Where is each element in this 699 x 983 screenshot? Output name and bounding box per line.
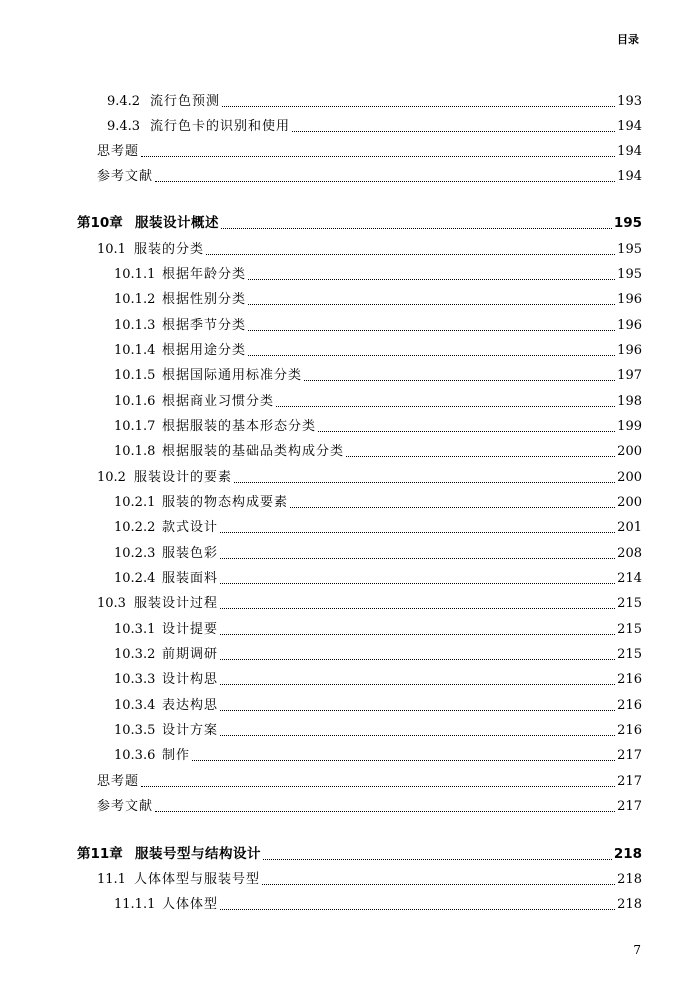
toc-entry-page: 200 — [617, 444, 642, 459]
toc-entry-number: 10.3.3 — [114, 672, 156, 687]
toc-entry-page: 208 — [617, 546, 642, 561]
toc-entry-page: 195 — [617, 242, 642, 257]
toc-entry-page: 199 — [617, 419, 642, 434]
toc-entry-title: 根据年龄分类 — [162, 267, 247, 282]
toc-entry[interactable] — [77, 211, 642, 236]
dot-leader — [248, 278, 615, 280]
toc-entry-number: 10.3.5 — [114, 723, 156, 738]
toc-entry-number: 10.3.1 — [114, 622, 156, 637]
toc-entry[interactable] — [107, 89, 642, 114]
toc-entry-page: 198 — [617, 394, 642, 409]
toc-entry-title: 根据服装的基本形态分类 — [162, 419, 317, 434]
toc-entry[interactable] — [97, 794, 642, 819]
toc-entry-title: 思考题 — [97, 774, 140, 789]
dot-leader — [220, 531, 615, 533]
dot-leader — [155, 180, 615, 182]
toc-entry-title: 表达构思 — [162, 698, 219, 713]
toc-entry-number: 10.1.8 — [114, 444, 156, 459]
toc-entry-page: 196 — [617, 292, 642, 307]
dot-leader — [141, 785, 615, 787]
toc-entry-number: 10.3 — [97, 596, 126, 611]
dot-leader — [220, 658, 615, 660]
toc-entry[interactable] — [114, 363, 642, 388]
toc-entry[interactable] — [77, 842, 642, 867]
toc-entry-number: 10.3.6 — [114, 748, 156, 763]
dot-leader — [248, 354, 615, 356]
toc-entry-number: 10.2.2 — [114, 520, 156, 535]
toc-entry[interactable] — [107, 114, 642, 139]
toc-entry-page: 215 — [617, 596, 642, 611]
dot-leader — [248, 303, 615, 305]
toc-entry-number: 10.1.7 — [114, 419, 156, 434]
dot-leader — [304, 379, 615, 381]
toc-entry-page: 216 — [617, 723, 642, 738]
toc-entry[interactable] — [114, 718, 642, 743]
toc-entry-title: 设计方案 — [162, 723, 219, 738]
page-number: 7 — [633, 943, 641, 957]
toc-entry[interactable] — [114, 439, 642, 464]
toc-entry-title: 根据性别分类 — [162, 292, 247, 307]
toc-entry-page: 216 — [617, 672, 642, 687]
toc-entry-page: 194 — [617, 169, 642, 184]
toc-entry-number: 10.3.2 — [114, 647, 156, 662]
toc-entry[interactable] — [114, 262, 642, 287]
dot-leader — [206, 253, 615, 255]
toc-entry-number: 10.1 — [97, 242, 126, 257]
toc-entry-page: 194 — [617, 144, 642, 159]
toc-entry-title: 前期调研 — [162, 647, 219, 662]
toc-entry-page: 195 — [613, 215, 642, 231]
dot-leader — [346, 455, 615, 457]
toc-entry[interactable] — [114, 693, 642, 718]
toc-entry-page: 218 — [617, 872, 642, 887]
dot-leader — [292, 130, 615, 132]
toc-entry-title: 服装的物态构成要素 — [162, 495, 289, 510]
toc-entry[interactable] — [114, 338, 642, 363]
toc-entry-page: 200 — [617, 470, 642, 485]
toc-entry-title: 根据季节分类 — [162, 318, 247, 333]
toc-entry-title: 根据服装的基础品类构成分类 — [162, 444, 345, 459]
toc-entry-title: 参考文献 — [97, 169, 154, 184]
toc-entry-title: 根据商业习惯分类 — [162, 394, 275, 409]
toc-entry[interactable] — [114, 515, 642, 540]
dot-leader — [276, 405, 615, 407]
toc-entry-page: 218 — [613, 846, 642, 862]
dot-leader — [192, 759, 615, 761]
toc-entry-page: 215 — [617, 622, 642, 637]
dot-leader — [221, 227, 612, 229]
toc-entry[interactable] — [114, 743, 642, 768]
toc-entry-title: 思考题 — [97, 144, 140, 159]
toc-entry-title: 根据国际通用标准分类 — [162, 368, 303, 383]
toc-entry-number: 10.1.3 — [114, 318, 156, 333]
dot-leader — [220, 557, 615, 559]
toc-entry-page: 194 — [617, 119, 642, 134]
toc-entry[interactable] — [114, 617, 642, 642]
toc-entry-number: 10.2 — [97, 470, 126, 485]
toc-entry-number: 9.4.2 — [107, 94, 141, 109]
toc-entry[interactable] — [97, 867, 642, 892]
toc-entry-title: 服装的分类 — [134, 242, 205, 257]
dot-leader — [220, 582, 615, 584]
toc-entry-number: 10.2.3 — [114, 546, 156, 561]
toc-entry[interactable] — [114, 287, 642, 312]
toc-entry[interactable] — [114, 414, 642, 439]
toc-entry-number: 10.1.1 — [114, 267, 156, 282]
toc-entry-page: 216 — [617, 698, 642, 713]
toc-entry-title: 根据用途分类 — [162, 343, 247, 358]
toc-entry-number: 第10章 — [77, 215, 123, 231]
toc-entry-page: 196 — [617, 318, 642, 333]
toc-entry-number: 11.1 — [97, 872, 126, 887]
toc-entry-title: 流行色预测 — [150, 94, 221, 109]
toc-entry[interactable] — [114, 892, 642, 917]
toc-entry-number: 9.4.3 — [107, 119, 141, 134]
running-header: 目录 — [617, 33, 639, 46]
dot-leader — [262, 883, 615, 885]
toc-entry-page: 200 — [617, 495, 642, 510]
toc-entry-page: 201 — [617, 520, 642, 535]
dot-leader — [234, 481, 615, 483]
toc-entry-title: 服装设计过程 — [134, 596, 219, 611]
dot-leader — [155, 810, 615, 812]
dot-leader — [220, 683, 615, 685]
toc-entry-title: 设计构思 — [162, 672, 219, 687]
toc-entry-title: 制作 — [162, 748, 191, 763]
toc-entry-number: 第11章 — [77, 846, 123, 862]
toc-entry[interactable] — [97, 164, 642, 189]
dot-leader — [220, 908, 615, 910]
toc-entry-title: 参考文献 — [97, 799, 154, 814]
toc-entry-page: 215 — [617, 647, 642, 662]
toc-entry-page: 217 — [617, 774, 642, 789]
toc-entry-title: 流行色卡的识别和使用 — [150, 119, 291, 134]
dot-leader — [141, 155, 615, 157]
toc-entry-number: 10.2.1 — [114, 495, 156, 510]
toc-entry[interactable] — [114, 667, 642, 692]
toc-entry-number: 10.1.2 — [114, 292, 156, 307]
toc-entry-number: 10.1.4 — [114, 343, 156, 358]
toc-entry[interactable] — [114, 389, 642, 414]
toc-entry-page: 196 — [617, 343, 642, 358]
toc-entry-page: 195 — [617, 267, 642, 282]
toc-entry[interactable] — [97, 465, 642, 490]
toc-entry[interactable] — [97, 237, 642, 262]
dot-leader — [222, 105, 615, 107]
dot-leader — [290, 506, 615, 508]
dot-leader — [220, 633, 615, 635]
toc-entry[interactable] — [114, 642, 642, 667]
toc-entry[interactable] — [97, 769, 642, 794]
toc-entry-page: 214 — [617, 571, 642, 586]
toc-entry-number: 10.1.5 — [114, 368, 156, 383]
toc-entry[interactable] — [114, 566, 642, 591]
toc-entry-title: 服装色彩 — [162, 546, 219, 561]
dot-leader — [248, 329, 615, 331]
toc-entry[interactable] — [97, 591, 642, 616]
toc-entry-page: 218 — [617, 897, 642, 912]
toc-entry-number: 11.1.1 — [114, 897, 156, 912]
toc-entry[interactable] — [114, 313, 642, 338]
toc-entry-title: 服装设计的要素 — [134, 470, 233, 485]
toc-entry[interactable] — [97, 139, 642, 164]
toc-entry-page: 217 — [617, 748, 642, 763]
toc-entry-page: 193 — [617, 94, 642, 109]
toc-entry-title: 人体体型 — [162, 897, 219, 912]
toc-entry-number: 10.2.4 — [114, 571, 156, 586]
toc-entry-title: 服装面料 — [162, 571, 219, 586]
toc-entry-title: 款式设计 — [162, 520, 219, 535]
toc-entry-title: 设计提要 — [162, 622, 219, 637]
toc-entry-page: 197 — [617, 368, 642, 383]
dot-leader — [318, 430, 615, 432]
dot-leader — [220, 709, 615, 711]
toc-entry-title: 服装设计概述 — [135, 215, 219, 231]
toc-entry-number: 10.1.6 — [114, 394, 156, 409]
dot-leader — [220, 734, 615, 736]
toc-entry-number: 10.3.4 — [114, 698, 156, 713]
toc-entry-title: 服装号型与结构设计 — [135, 846, 261, 862]
dot-leader — [220, 607, 615, 609]
dot-leader — [263, 858, 612, 860]
toc-entry[interactable] — [114, 541, 642, 566]
toc-entry-page: 217 — [617, 799, 642, 814]
toc-entry[interactable] — [114, 490, 642, 515]
toc-entry-title: 人体体型与服装号型 — [134, 872, 261, 887]
